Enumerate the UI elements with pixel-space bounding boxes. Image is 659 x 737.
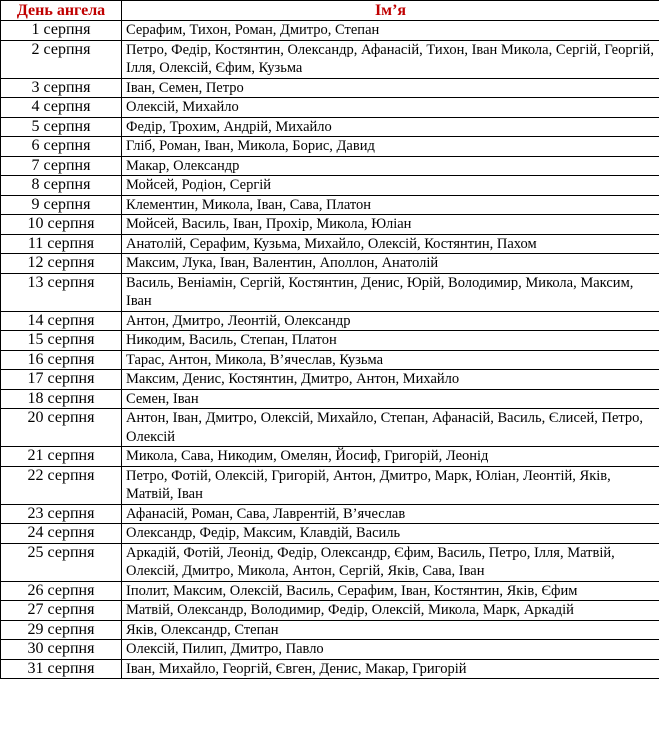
day-cell: 4 серпня bbox=[1, 98, 122, 118]
day-cell: 27 серпня bbox=[1, 601, 122, 621]
table-row bbox=[1, 620, 659, 640]
table-row bbox=[1, 389, 659, 409]
names-cell: Олександр, Федір, Максим, Клавдій, Василь bbox=[122, 524, 659, 544]
day-cell: 18 серпня bbox=[1, 389, 122, 409]
day-cell: 22 серпня bbox=[1, 466, 122, 504]
names-cell: Антон, Дмитро, Леонтій, Олександр bbox=[122, 311, 659, 331]
table-row bbox=[1, 195, 659, 215]
table-row bbox=[1, 331, 659, 351]
day-cell: 20 серпня bbox=[1, 409, 122, 447]
day-cell: 1 серпня bbox=[1, 21, 122, 41]
names-cell: Антон, Іван, Дмитро, Олексій, Михайло, Степан, Афанасій, Василь, Єлисей, Петро, Олексій bbox=[122, 409, 659, 447]
names-cell: Іван, Семен, Петро bbox=[122, 78, 659, 98]
names-cell: Петро, Фотій, Олексій, Григорій, Антон, Дмитро, Марк, Юліан, Леонтій, Яків, Матвій, Іван bbox=[122, 466, 659, 504]
day-cell: 17 серпня bbox=[1, 370, 122, 390]
day-cell: 24 серпня bbox=[1, 524, 122, 544]
names-cell: Тарас, Антон, Микола, В’ячеслав, Кузьма bbox=[122, 350, 659, 370]
day-cell: 16 серпня bbox=[1, 350, 122, 370]
names-cell: Гліб, Роман, Іван, Микола, Борис, Давид bbox=[122, 137, 659, 157]
day-cell: 5 серпня bbox=[1, 117, 122, 137]
day-cell: 13 серпня bbox=[1, 273, 122, 311]
names-cell: Макар, Олександр bbox=[122, 156, 659, 176]
names-cell: Матвій, Олександр, Володимир, Федір, Олексій, Микола, Марк, Аркадій bbox=[122, 601, 659, 621]
table-row bbox=[1, 543, 659, 581]
day-cell: 6 серпня bbox=[1, 137, 122, 157]
table-row bbox=[1, 659, 659, 679]
day-cell: 8 серпня bbox=[1, 176, 122, 196]
table-row bbox=[1, 21, 659, 41]
table-row bbox=[1, 350, 659, 370]
day-cell: 7 серпня bbox=[1, 156, 122, 176]
day-cell: 31 серпня bbox=[1, 659, 122, 679]
names-cell: Серафим, Тихон, Роман, Дмитро, Степан bbox=[122, 21, 659, 41]
names-cell: Аркадій, Фотій, Леонід, Федір, Олександр, Єфим, Василь, Петро, Ілля, Матвій, Олексій, Дмитро, Микола, Антон, Сергій, Яків, Сава, Іван bbox=[122, 543, 659, 581]
table-row bbox=[1, 254, 659, 274]
table-row bbox=[1, 40, 659, 78]
names-cell: Федір, Трохим, Андрій, Михайло bbox=[122, 117, 659, 137]
names-cell: Олексій, Михайло bbox=[122, 98, 659, 118]
table-row bbox=[1, 601, 659, 621]
names-cell: Олексій, Пилип, Дмитро, Павло bbox=[122, 640, 659, 660]
names-cell: Афанасій, Роман, Сава, Лаврентій, В’ячеслав bbox=[122, 504, 659, 524]
column-header-day: День ангела bbox=[1, 1, 122, 21]
table-row bbox=[1, 581, 659, 601]
names-cell: Никодим, Василь, Степан, Платон bbox=[122, 331, 659, 351]
names-cell: Максим, Лука, Іван, Валентин, Аполлон, Анатолій bbox=[122, 254, 659, 274]
names-cell: Максим, Денис, Костянтин, Дмитро, Антон, Михайло bbox=[122, 370, 659, 390]
day-cell: 26 серпня bbox=[1, 581, 122, 601]
names-cell: Іван, Михайло, Георгій, Євген, Денис, Макар, Григорій bbox=[122, 659, 659, 679]
day-cell: 21 серпня bbox=[1, 447, 122, 467]
names-cell: Мойсей, Василь, Іван, Прохір, Микола, Юліан bbox=[122, 215, 659, 235]
table-row bbox=[1, 466, 659, 504]
table-row bbox=[1, 273, 659, 311]
names-cell: Мойсей, Родіон, Сергій bbox=[122, 176, 659, 196]
table-row bbox=[1, 137, 659, 157]
table-row bbox=[1, 447, 659, 467]
names-cell: Петро, Федір, Костянтин, Олександр, Афанасій, Тихон, Іван Микола, Сергій, Георгій, Ілля, Олексій, Єфим, Кузьма bbox=[122, 40, 659, 78]
table-row bbox=[1, 234, 659, 254]
day-cell: 10 серпня bbox=[1, 215, 122, 235]
day-cell: 11 серпня bbox=[1, 234, 122, 254]
table-row bbox=[1, 215, 659, 235]
day-cell: 2 серпня bbox=[1, 40, 122, 78]
table-row bbox=[1, 504, 659, 524]
table-row bbox=[1, 156, 659, 176]
day-cell: 25 серпня bbox=[1, 543, 122, 581]
table-row bbox=[1, 117, 659, 137]
day-cell: 14 серпня bbox=[1, 311, 122, 331]
names-cell: Микола, Сава, Никодим, Омелян, Йосиф, Григорій, Леонід bbox=[122, 447, 659, 467]
column-header-name: Ім’я bbox=[122, 1, 659, 21]
table-row bbox=[1, 311, 659, 331]
table-row bbox=[1, 370, 659, 390]
table-row bbox=[1, 524, 659, 544]
names-cell: Клементин, Микола, Іван, Сава, Платон bbox=[122, 195, 659, 215]
table-row bbox=[1, 78, 659, 98]
names-cell: Василь, Веніамін, Сергій, Костянтин, Денис, Юрій, Володимир, Микола, Максим, Іван bbox=[122, 273, 659, 311]
day-cell: 9 серпня bbox=[1, 195, 122, 215]
day-cell: 12 серпня bbox=[1, 254, 122, 274]
table-row bbox=[1, 409, 659, 447]
table-body bbox=[1, 21, 659, 679]
names-cell: Семен, Іван bbox=[122, 389, 659, 409]
header-row bbox=[1, 1, 659, 21]
names-cell: Яків, Олександр, Степан bbox=[122, 620, 659, 640]
names-cell: Іполит, Максим, Олексій, Василь, Серафим, Іван, Костянтин, Яків, Єфим bbox=[122, 581, 659, 601]
day-cell: 29 серпня bbox=[1, 620, 122, 640]
names-cell: Анатолій, Серафим, Кузьма, Михайло, Олексій, Костянтин, Пахом bbox=[122, 234, 659, 254]
day-cell: 23 серпня bbox=[1, 504, 122, 524]
day-cell: 3 серпня bbox=[1, 78, 122, 98]
day-cell: 30 серпня bbox=[1, 640, 122, 660]
table-row bbox=[1, 640, 659, 660]
table-row bbox=[1, 176, 659, 196]
table-row bbox=[1, 98, 659, 118]
day-cell: 15 серпня bbox=[1, 331, 122, 351]
